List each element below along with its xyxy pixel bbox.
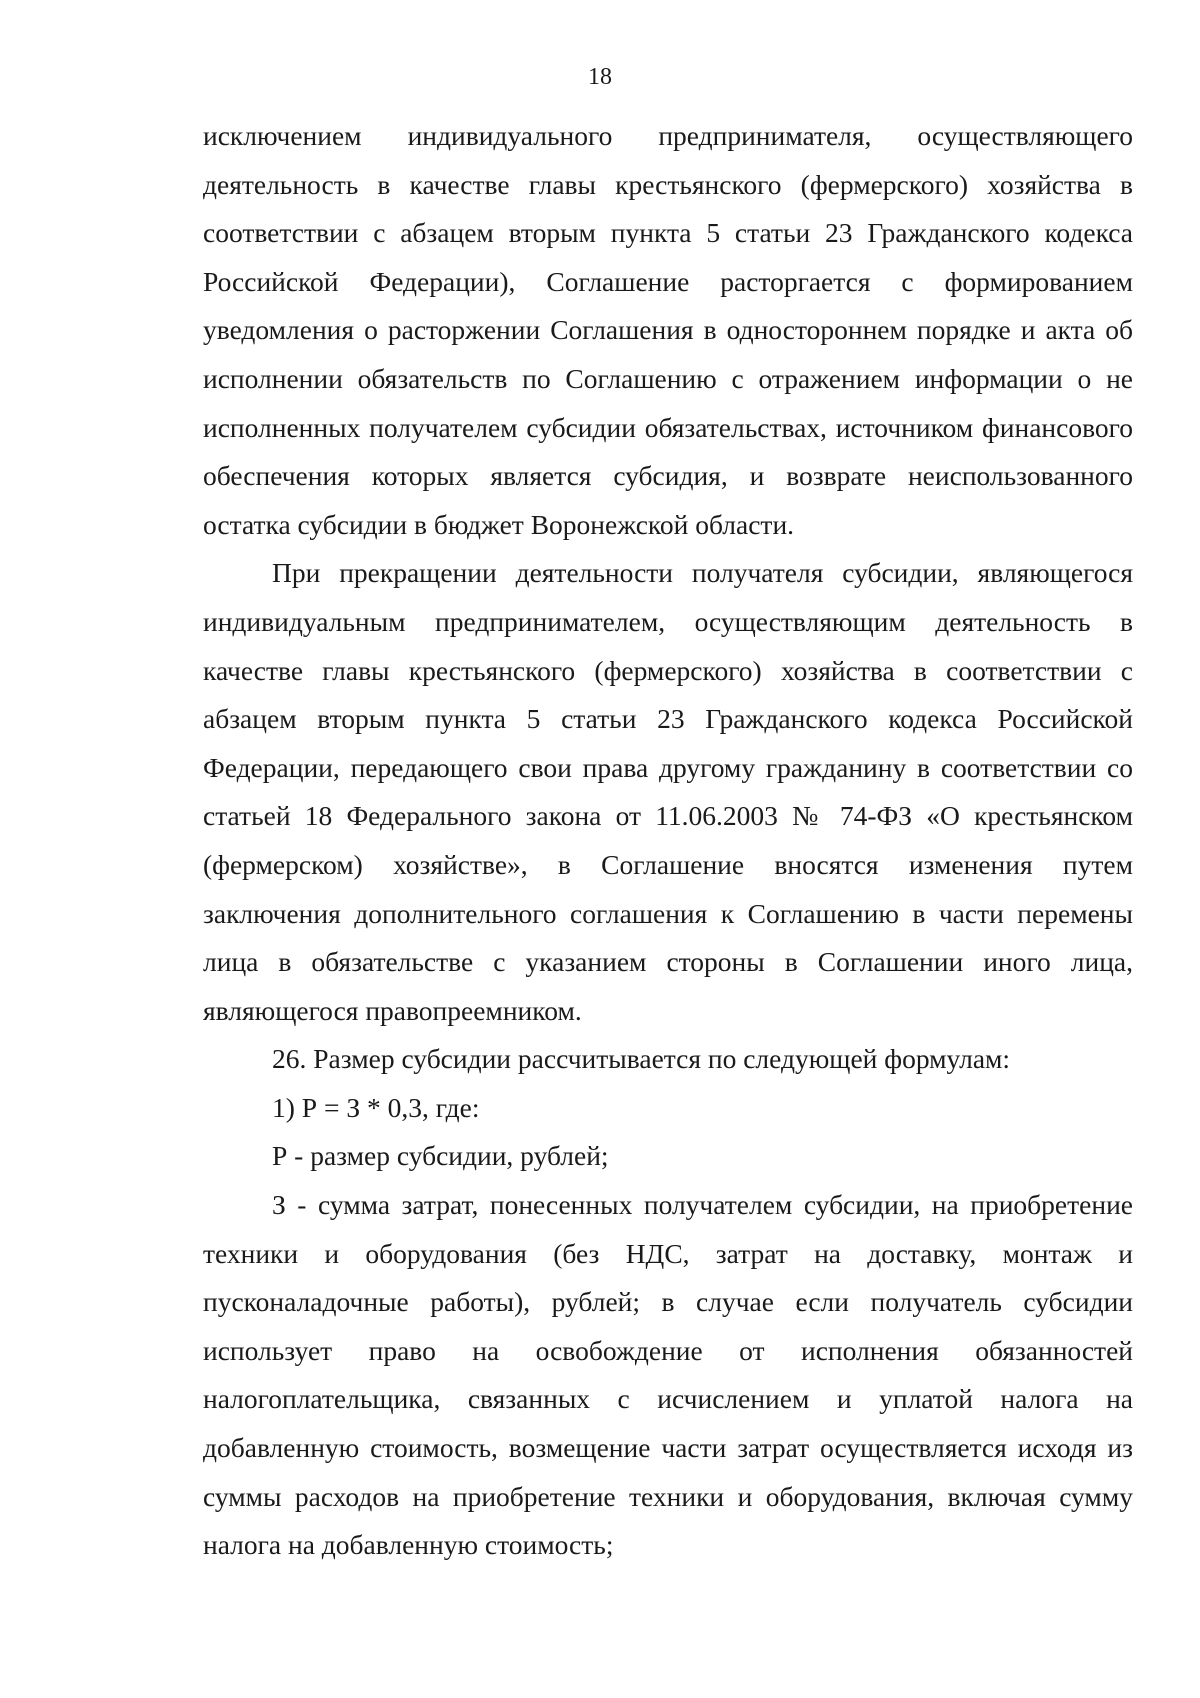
paragraph-continuation: исключением индивидуального предпринимателя, осуществляющего деятельность в качестве главы крестьянского (фермерского) хозяйства в соответствии с абзацем вторым пункта 5 статьи 23 Гражданского кодекса Российской Федерации), Соглашение расторгается с формированием уведомления о расторжении Соглашения в одностороннем порядке и акта об исполнении обязательств по Соглашению с отражением информации о не исполненных получателем субсидии обязательствах, источником финансового обеспечения которых является субсидия, и возврате неиспользованного остатка субсидии в бюджет Воронежской области.	[203, 120, 1133, 540]
paragraph-definition-z: З - сумма затрат, понесенных получателем субсидии, на приобретение техники и оборудования (без НДС, затрат на доставку, монтаж и пусконаладочные работы), рублей; в случае если получатель субсидии использует право на освобождение от исполнения обязанностей налогоплательщика, связанных с исчислением и уплатой налога на добавленную стоимость, возмещение части затрат осуществляется исходя из суммы расходов на приобретение техники и оборудования, включая сумму налога на добавленную стоимость;	[203, 1189, 1133, 1561]
paragraph-definition-p: Р - размер субсидии, рублей;	[272, 1140, 609, 1172]
document-body	[203, 112, 1133, 1570]
paragraph-termination-activity: При прекращении деятельности получателя субсидии, являющегося индивидуальным предпринимателем, осуществляющим деятельность в качестве главы крестьянского (фермерского) хозяйства в соответствии с абзацем вторым пункта 5 статьи 23 Гражданского кодекса Российской Федерации, передающего свои права другому гражданину в соответствии со статьей 18 Федерального закона от 11.06.2003 № 74-ФЗ «О крестьянском (фермерском) хозяйстве», в Соглашение вносятся изменения путем заключения дополнительного соглашения к Соглашению в части перемены лица в обязательстве с указанием стороны в Соглашении иного лица, являющегося правопреемником.	[203, 557, 1133, 1026]
paragraph-formula: 1) Р = З * 0,3, где:	[272, 1091, 480, 1123]
paragraph-item-26: 26. Размер субсидии рассчитывается по следующей формулам:	[272, 1043, 1011, 1075]
page-number: 18	[588, 64, 612, 90]
